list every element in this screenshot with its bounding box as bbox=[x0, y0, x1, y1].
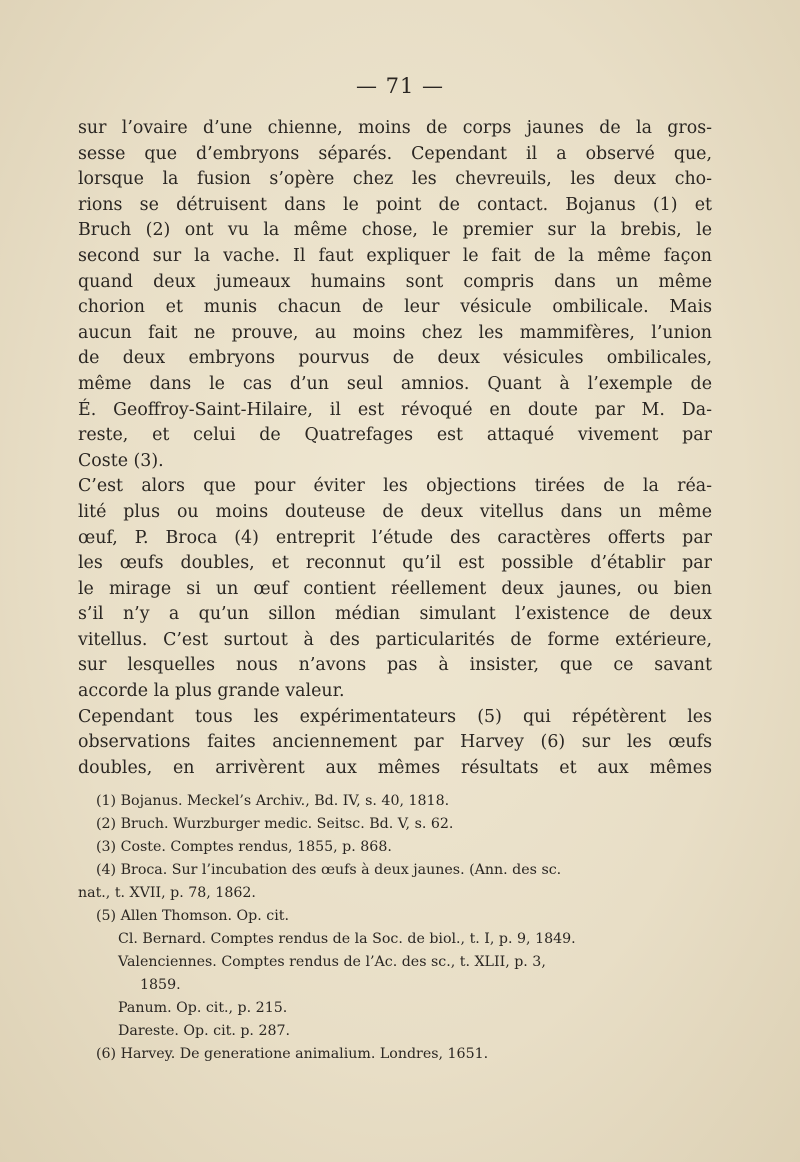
footnote-subentry: Valenciennes. Comptes rendus de l’Ac. des sc., t. XLII, p. 3, bbox=[118, 954, 546, 970]
footnote: (3) Coste. Comptes rendus, 1855, p. 868. bbox=[96, 839, 392, 855]
body-line: C’est alors que pour éviter les objections tirées de la réa- bbox=[78, 476, 712, 497]
body-line: observations faites anciennement par Harvey (6) sur les œufs bbox=[78, 732, 712, 753]
body-line: s’il n’y a qu’un sillon médian simulant l’existence de deux bbox=[78, 604, 712, 625]
footnote-subentry: Cl. Bernard. Comptes rendus de la Soc. de biol., t. I, p. 9, 1849. bbox=[118, 931, 576, 947]
body-line: lorsque la fusion s’opère chez les chevreuils, les deux cho- bbox=[78, 169, 712, 190]
body-line: de deux embryons pourvus de deux vésicules ombilicales, bbox=[78, 348, 712, 369]
footnote-subentry: Panum. Op. cit., p. 215. bbox=[118, 1000, 288, 1016]
body-line: sesse que d’embryons séparés. Cependant il a observé que, bbox=[78, 143, 712, 164]
footnote: (2) Bruch. Wurzburger medic. Seitsc. Bd. V, s. 62. bbox=[96, 816, 454, 832]
body-line: aucun fait ne prouve, au moins chez les mammifères, l’union bbox=[78, 322, 712, 343]
body-line: quand deux jumeaux humains sont compris dans un même bbox=[78, 271, 712, 292]
body-line: Cependant tous les expérimentateurs (5) qui répétèrent les bbox=[78, 706, 712, 727]
body-line: accorde la plus grande valeur. bbox=[78, 681, 345, 702]
body-line: rions se détruisent dans le point de contact. Bojanus (1) et bbox=[78, 194, 712, 215]
footnote: (6) Harvey. De generatione animalium. Londres, 1651. bbox=[96, 1046, 489, 1062]
footnote-subentry: Dareste. Op. cit. p. 287. bbox=[118, 1023, 291, 1039]
body-line: même dans le cas d’un seul amnios. Quant à l’exemple de bbox=[78, 373, 712, 394]
footnote: (5) Allen Thomson. Op. cit. bbox=[96, 908, 289, 924]
footnotes bbox=[78, 790, 616, 1066]
body-line: le mirage si un œuf contient réellement deux jaunes, ou bien bbox=[78, 578, 712, 599]
body-line: les œufs doubles, et reconnut qu’il est possible d’établir par bbox=[78, 553, 712, 574]
body-line: doubles, en arrivèrent aux mêmes résultats et aux mêmes bbox=[78, 757, 712, 778]
footnote-continuation: nat., t. XVII, p. 78, 1862. bbox=[78, 885, 256, 901]
body-line: chorion et munis chacun de leur vésicule ombilicale. Mais bbox=[78, 297, 712, 318]
footnote: (1) Bojanus. Meckel’s Archiv., Bd. IV, s. 40, 1818. bbox=[96, 793, 450, 809]
body-line: Bruch (2) ont vu la même chose, le premier sur la brebis, le bbox=[78, 220, 712, 241]
body-line: sur l’ovaire d’une chienne, moins de corps jaunes de la gros- bbox=[78, 118, 712, 138]
body-line: É. Geoffroy-Saint-Hilaire, il est révoqué en doute par M. Da- bbox=[78, 399, 712, 420]
body-line: reste, et celui de Quatrefages est attaqué vivement par bbox=[78, 425, 712, 446]
footnote-continuation: 1859. bbox=[140, 977, 181, 993]
body-line: second sur la vache. Il faut expliquer le fait de la même façon bbox=[78, 245, 712, 266]
page-number: — 71 — bbox=[355, 74, 445, 98]
body-line: lité plus ou moins douteuse de deux vitellus dans un même bbox=[78, 501, 712, 522]
body-line: Coste (3). bbox=[78, 450, 164, 471]
body-line: vitellus. C’est surtout à des particularités de forme extérieure, bbox=[78, 629, 712, 650]
footnote: (4) Broca. Sur l’incubation des œufs à deux jaunes. (Ann. des sc. bbox=[96, 862, 562, 878]
body-text bbox=[78, 116, 712, 781]
body-line: sur lesquelles nous n’avons pas à insister, que ce savant bbox=[78, 655, 712, 676]
body-line: œuf, P. Broca (4) entreprit l’étude des caractères offerts par bbox=[78, 527, 712, 548]
